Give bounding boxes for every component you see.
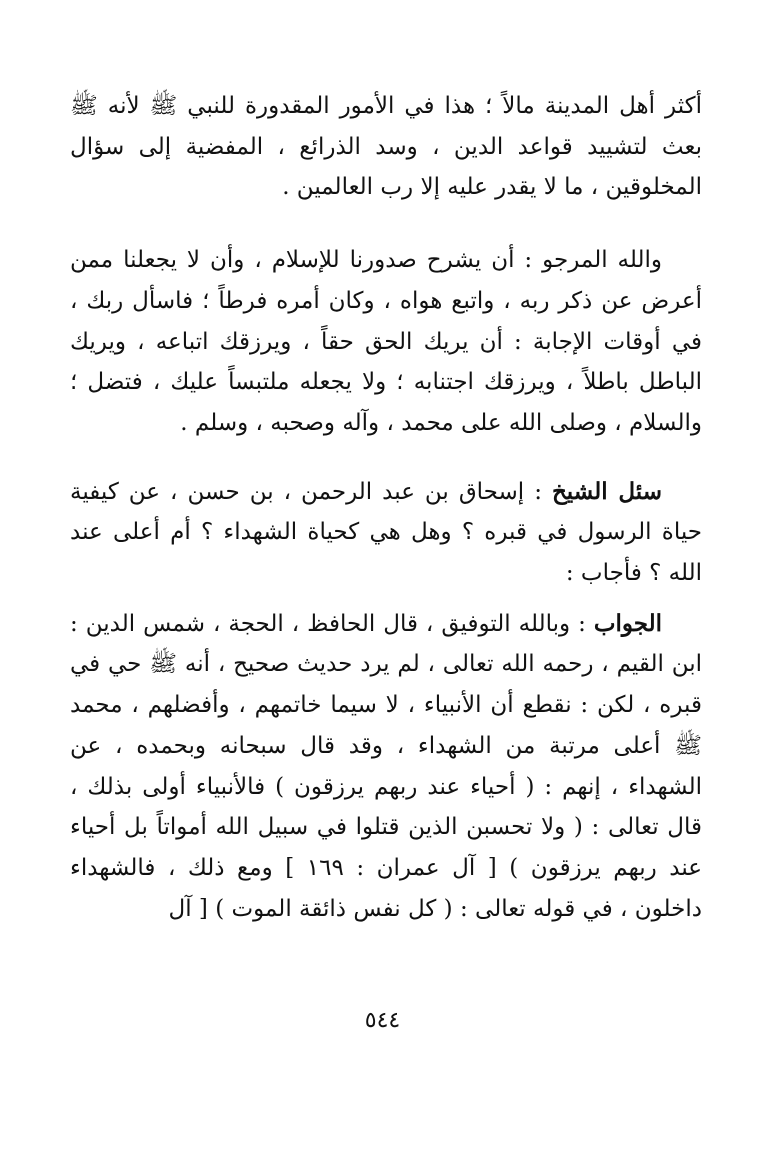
page-number: ٥٤٤: [364, 1008, 401, 1033]
question-text: : إسحاق بن عبد الرحمن ، بن حسن ، عن كيفية حياة الرسول في قبره ؟ وهل هي كحياة الشهداء ؟ أم أعلى عند الله ؟ فأجاب :: [70, 478, 702, 587]
paragraph-answer: [70, 604, 702, 930]
paragraph-question: [70, 472, 702, 594]
answer-text: : وبالله التوفيق ، قال الحافظ ، الحجة ، شمس الدين : ابن القيم ، رحمه الله تعالى ، لم يرد حديث صحيح ، أنه ﷺ حي في قبره ، لكن : نقطع أن الأنبياء ، لا سيما خاتمهم ، وأفضلهم ، محمد ﷺ أعلى مرتبة من الشهداء ، وقد قال سبحانه وبحمده ، عن الشهداء ، إنهم : ( أحياء عند ربهم يرزقون ) فالأنبياء أولى بذلك ، قال تعالى : ( ولا تحسبن الذين قتلوا في سبيل الله أمواتاً بل أحياء عند ربهم يرزقون ) [ آل عمران : ١٦٩ ] ومع ذلك ، فالشهداء داخلون ، في قوله تعالى : ( كل نفس ذائقة الموت ) [ آل: [70, 610, 702, 922]
answer-heading: الجواب: [593, 609, 662, 637]
question-heading: سئل الشيخ: [551, 477, 662, 505]
paragraph-continuation: أكثر أهل المدينة مالاً ؛ هذا في الأمور المقدورة للنبي ﷺ لأنه ﷺ بعث لتشييد قواعد الدين ، وسد الذرائع ، المفضية إلى سؤال المخلوقين ، ما لا يقدر عليه إلا رب العالمين .: [70, 93, 702, 201]
page-body: [70, 86, 702, 929]
paragraph-supplication: والله المرجو : أن يشرح صدورنا للإسلام ، وأن لا يجعلنا ممن أعرض عن ذكر ربه ، واتبع هواه ، وكان أمره فرطاً ؛ فاسأل ربك ، في أوقات الإجابة : أن يريك الحق حقاً ، ويرزقك اتباعه ، ويريك الباطل باطلاً ، ويرزقك اجتنابه ؛ ولا يجعله ملتبساً عليك ، فتضل ؛ والسلام ، وصلى الله على محمد ، وآله وصحبه ، وسلم .: [70, 247, 702, 436]
